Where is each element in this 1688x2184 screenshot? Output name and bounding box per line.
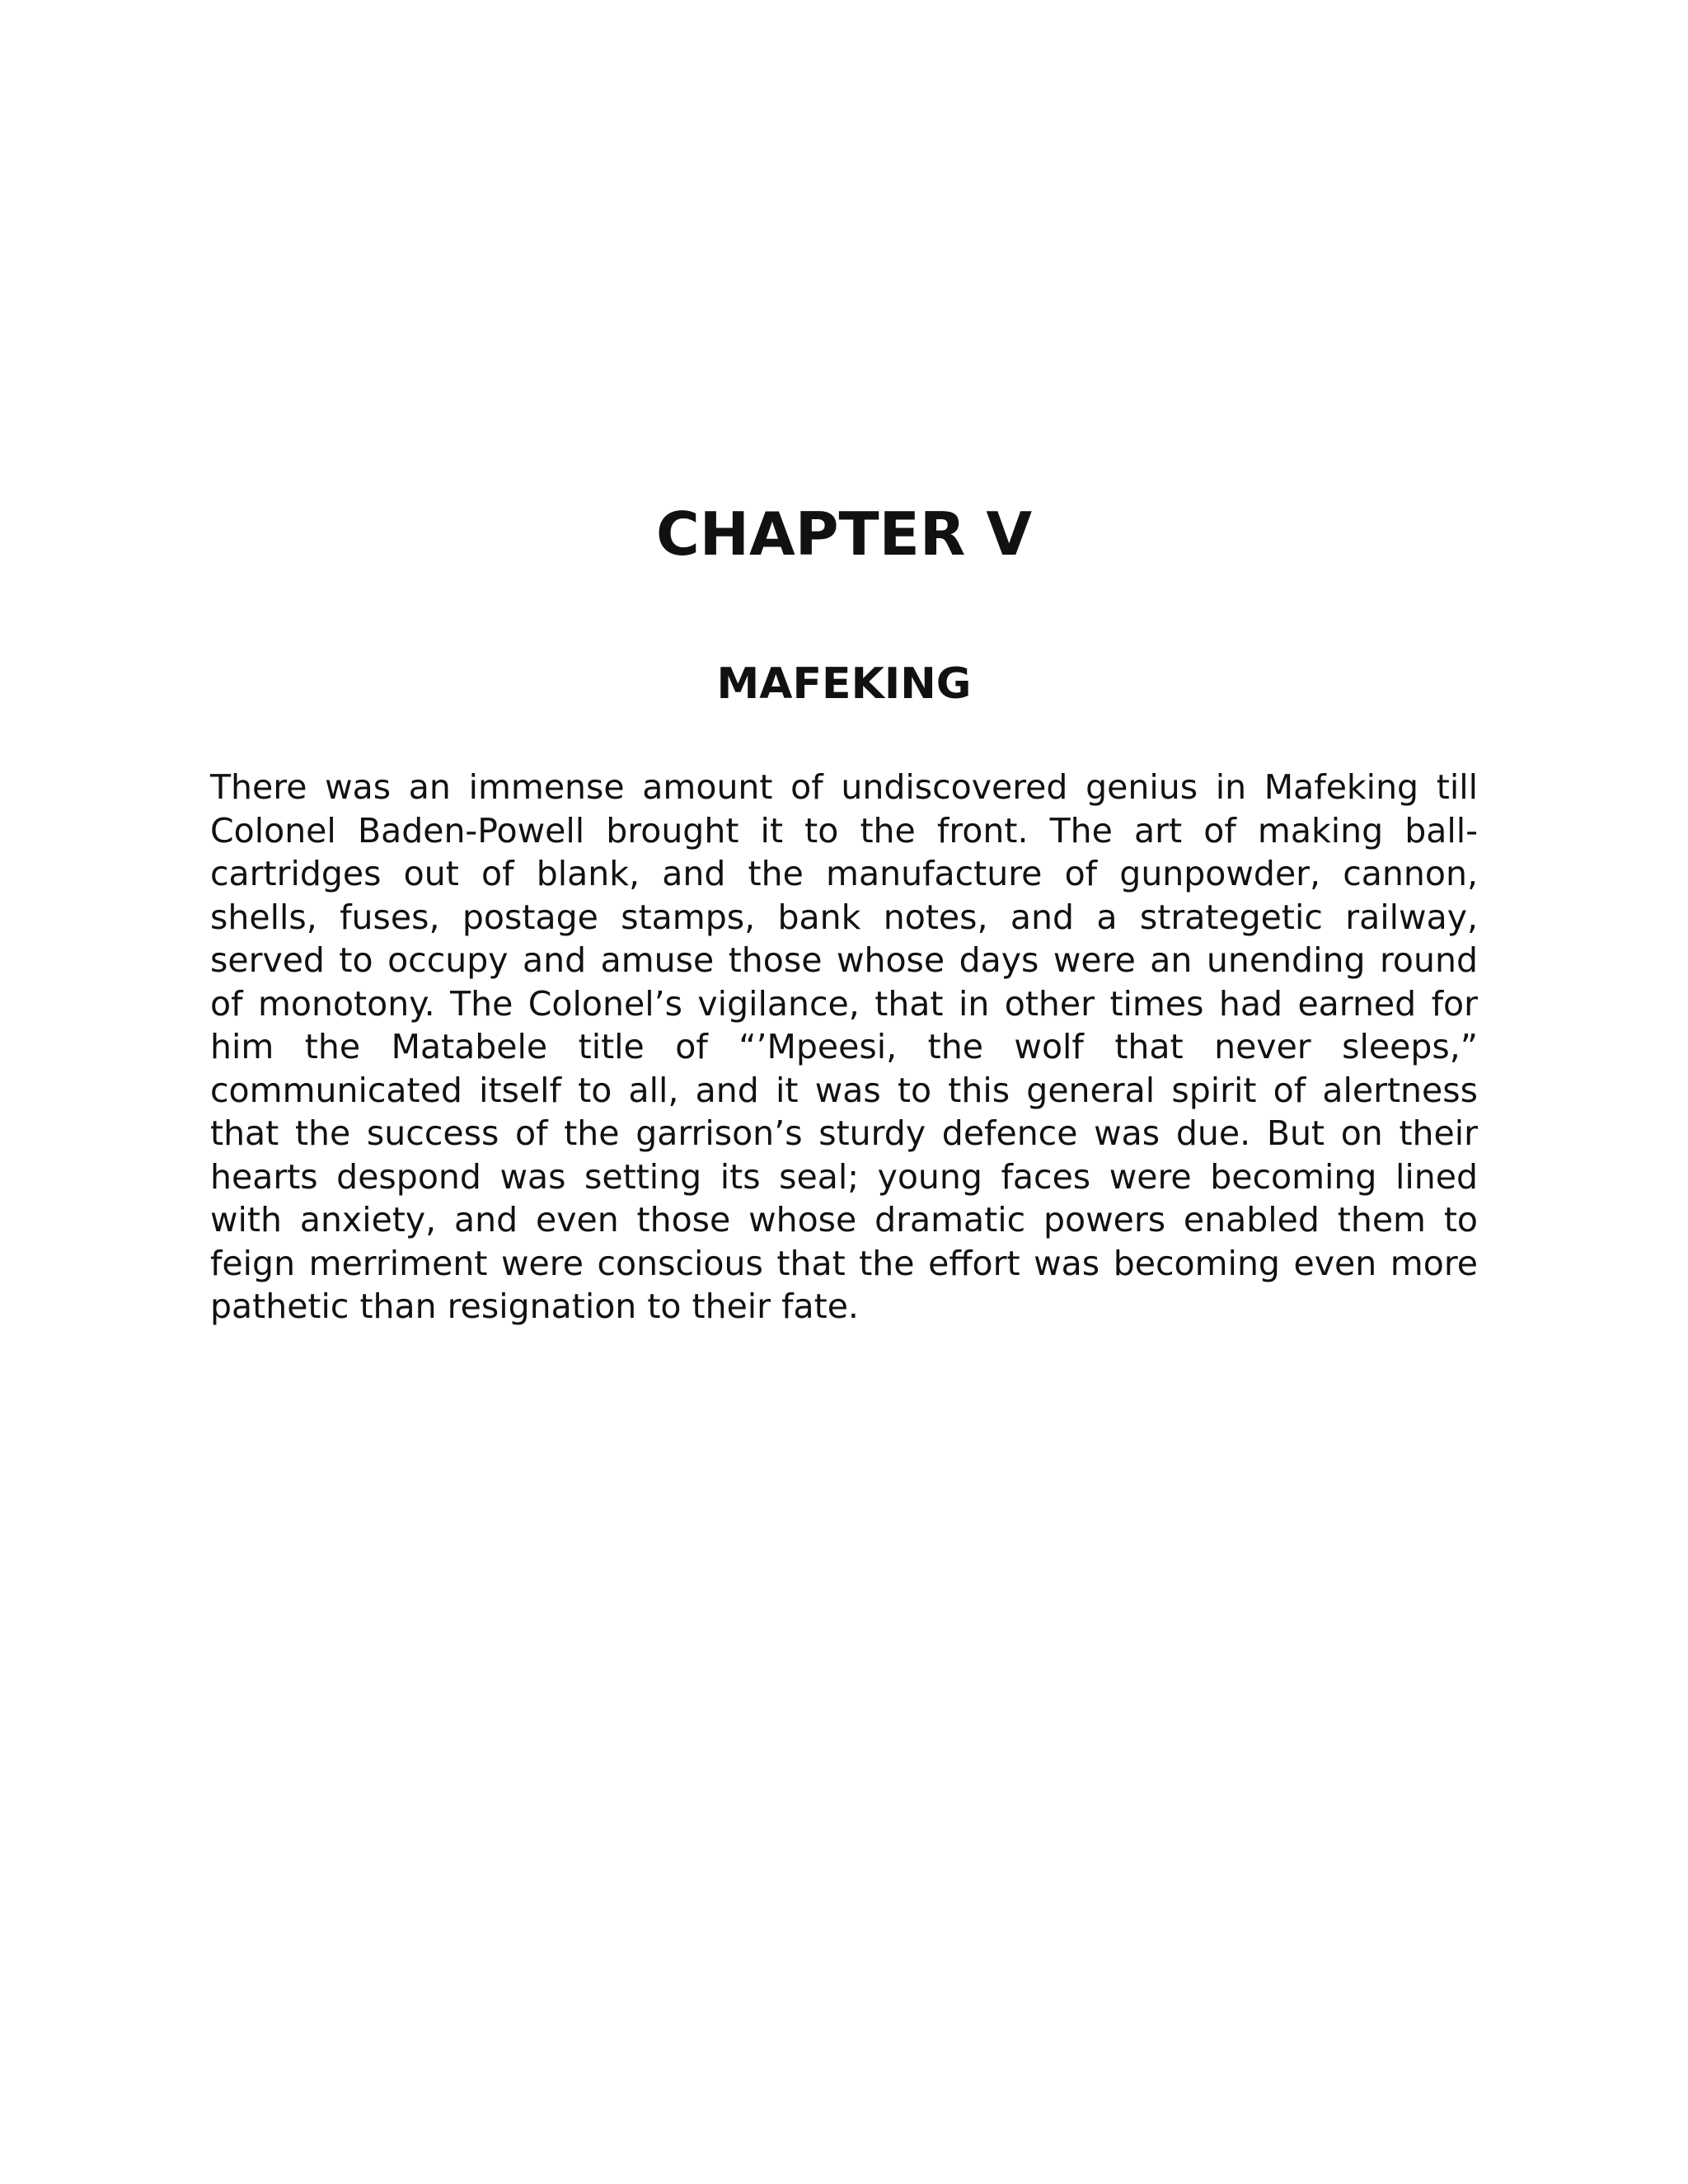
chapter-number-heading: CHAPTER V — [655, 499, 1033, 569]
chapter-title: MAFEKING — [716, 659, 972, 709]
body-paragraph: There was an immense amount of undiscovered genius in Mafeking till Colonel Baden-Powell brought it to the front. The art of making ball-cartridges out of blank, and the manufacture of gunpowder, cannon, shells, fuses, postage stamps, bank notes, and a strategetic railway, served to occupy and amuse those whose days were an unending round of monotony. The Colonel’s vigilance, that in other times had earned for him the Matabele title of “’Mpeesi, the wolf that never sleeps,” communicated itself to all, and it was to this general spirit of alertness that the success of the garrison’s sturdy defence was due. But on their hearts despond was setting its seal; young faces were becoming lined with anxiety, and even those whose dramatic powers enabled them to feign merriment were conscious that the effort was becoming even more pathetic than resignation to their fate. — [210, 767, 1478, 1326]
